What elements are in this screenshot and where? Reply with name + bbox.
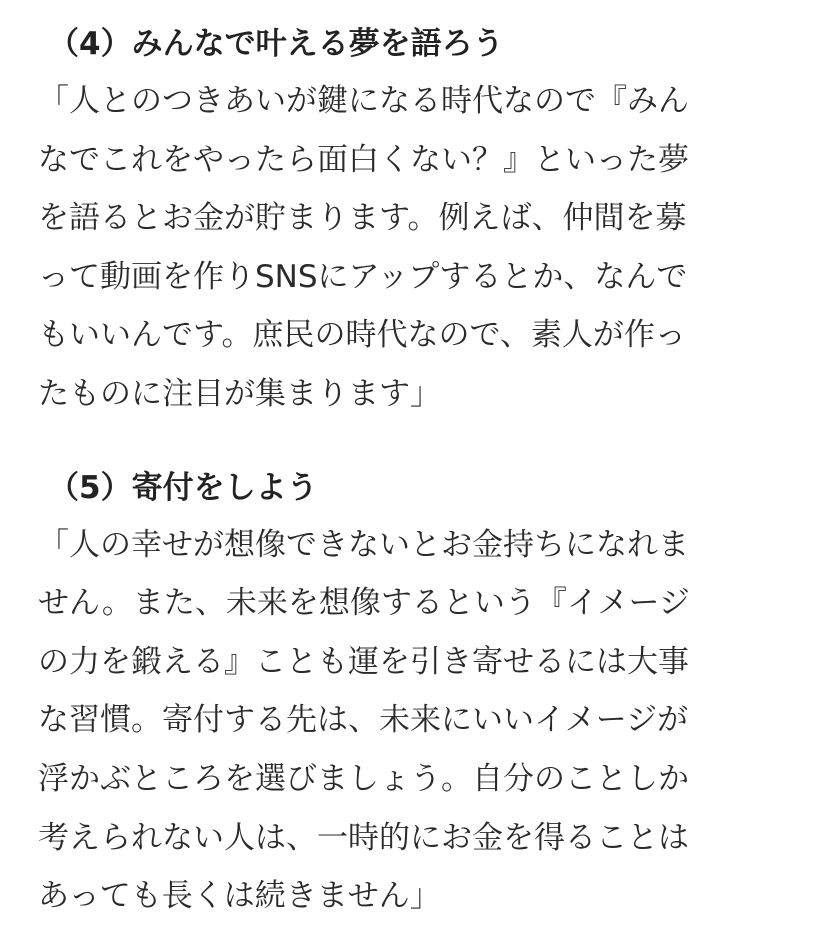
section-heading: （5）寄付をしよう	[48, 469, 318, 506]
body-line: あっても長くは続きません」	[38, 878, 441, 915]
section-4	[38, 22, 798, 424]
body-line: せん。また、未来を想像するという『イメージ	[38, 585, 690, 622]
body-line: 考えられない人は、一時的にお金を得ることは	[38, 819, 689, 856]
section-body	[38, 516, 798, 926]
body-line: もいいんです。庶民の時代なので、素人が作っ	[38, 317, 686, 354]
section-heading: （4）みんなで叶える夢を語ろう	[48, 26, 504, 62]
section-5	[38, 466, 798, 926]
article-content	[38, 22, 798, 926]
body-line: って動画を作りSNSにアップするとか、なんで	[38, 258, 688, 295]
body-line: たものに注目が集まります」	[38, 375, 441, 412]
section-body	[38, 72, 798, 424]
body-line: を語るとお金が貯まります。例えば、仲間を募	[38, 200, 687, 237]
body-line: 「人の幸せが想像できないとお金持ちになれま	[38, 526, 689, 563]
body-line: の力を鍛える』ことも運を引き寄せるには大事	[38, 643, 689, 680]
body-line: な習慣。寄付する先は、未来にいいイメージが	[38, 702, 689, 739]
body-line: なでこれをやったら面白くない？』といった夢	[38, 141, 689, 178]
body-line: 「人とのつきあいが鍵になる時代なので『みん	[38, 83, 689, 119]
body-line: 浮かぶところを選びましょう。自分のことしか	[38, 760, 689, 797]
